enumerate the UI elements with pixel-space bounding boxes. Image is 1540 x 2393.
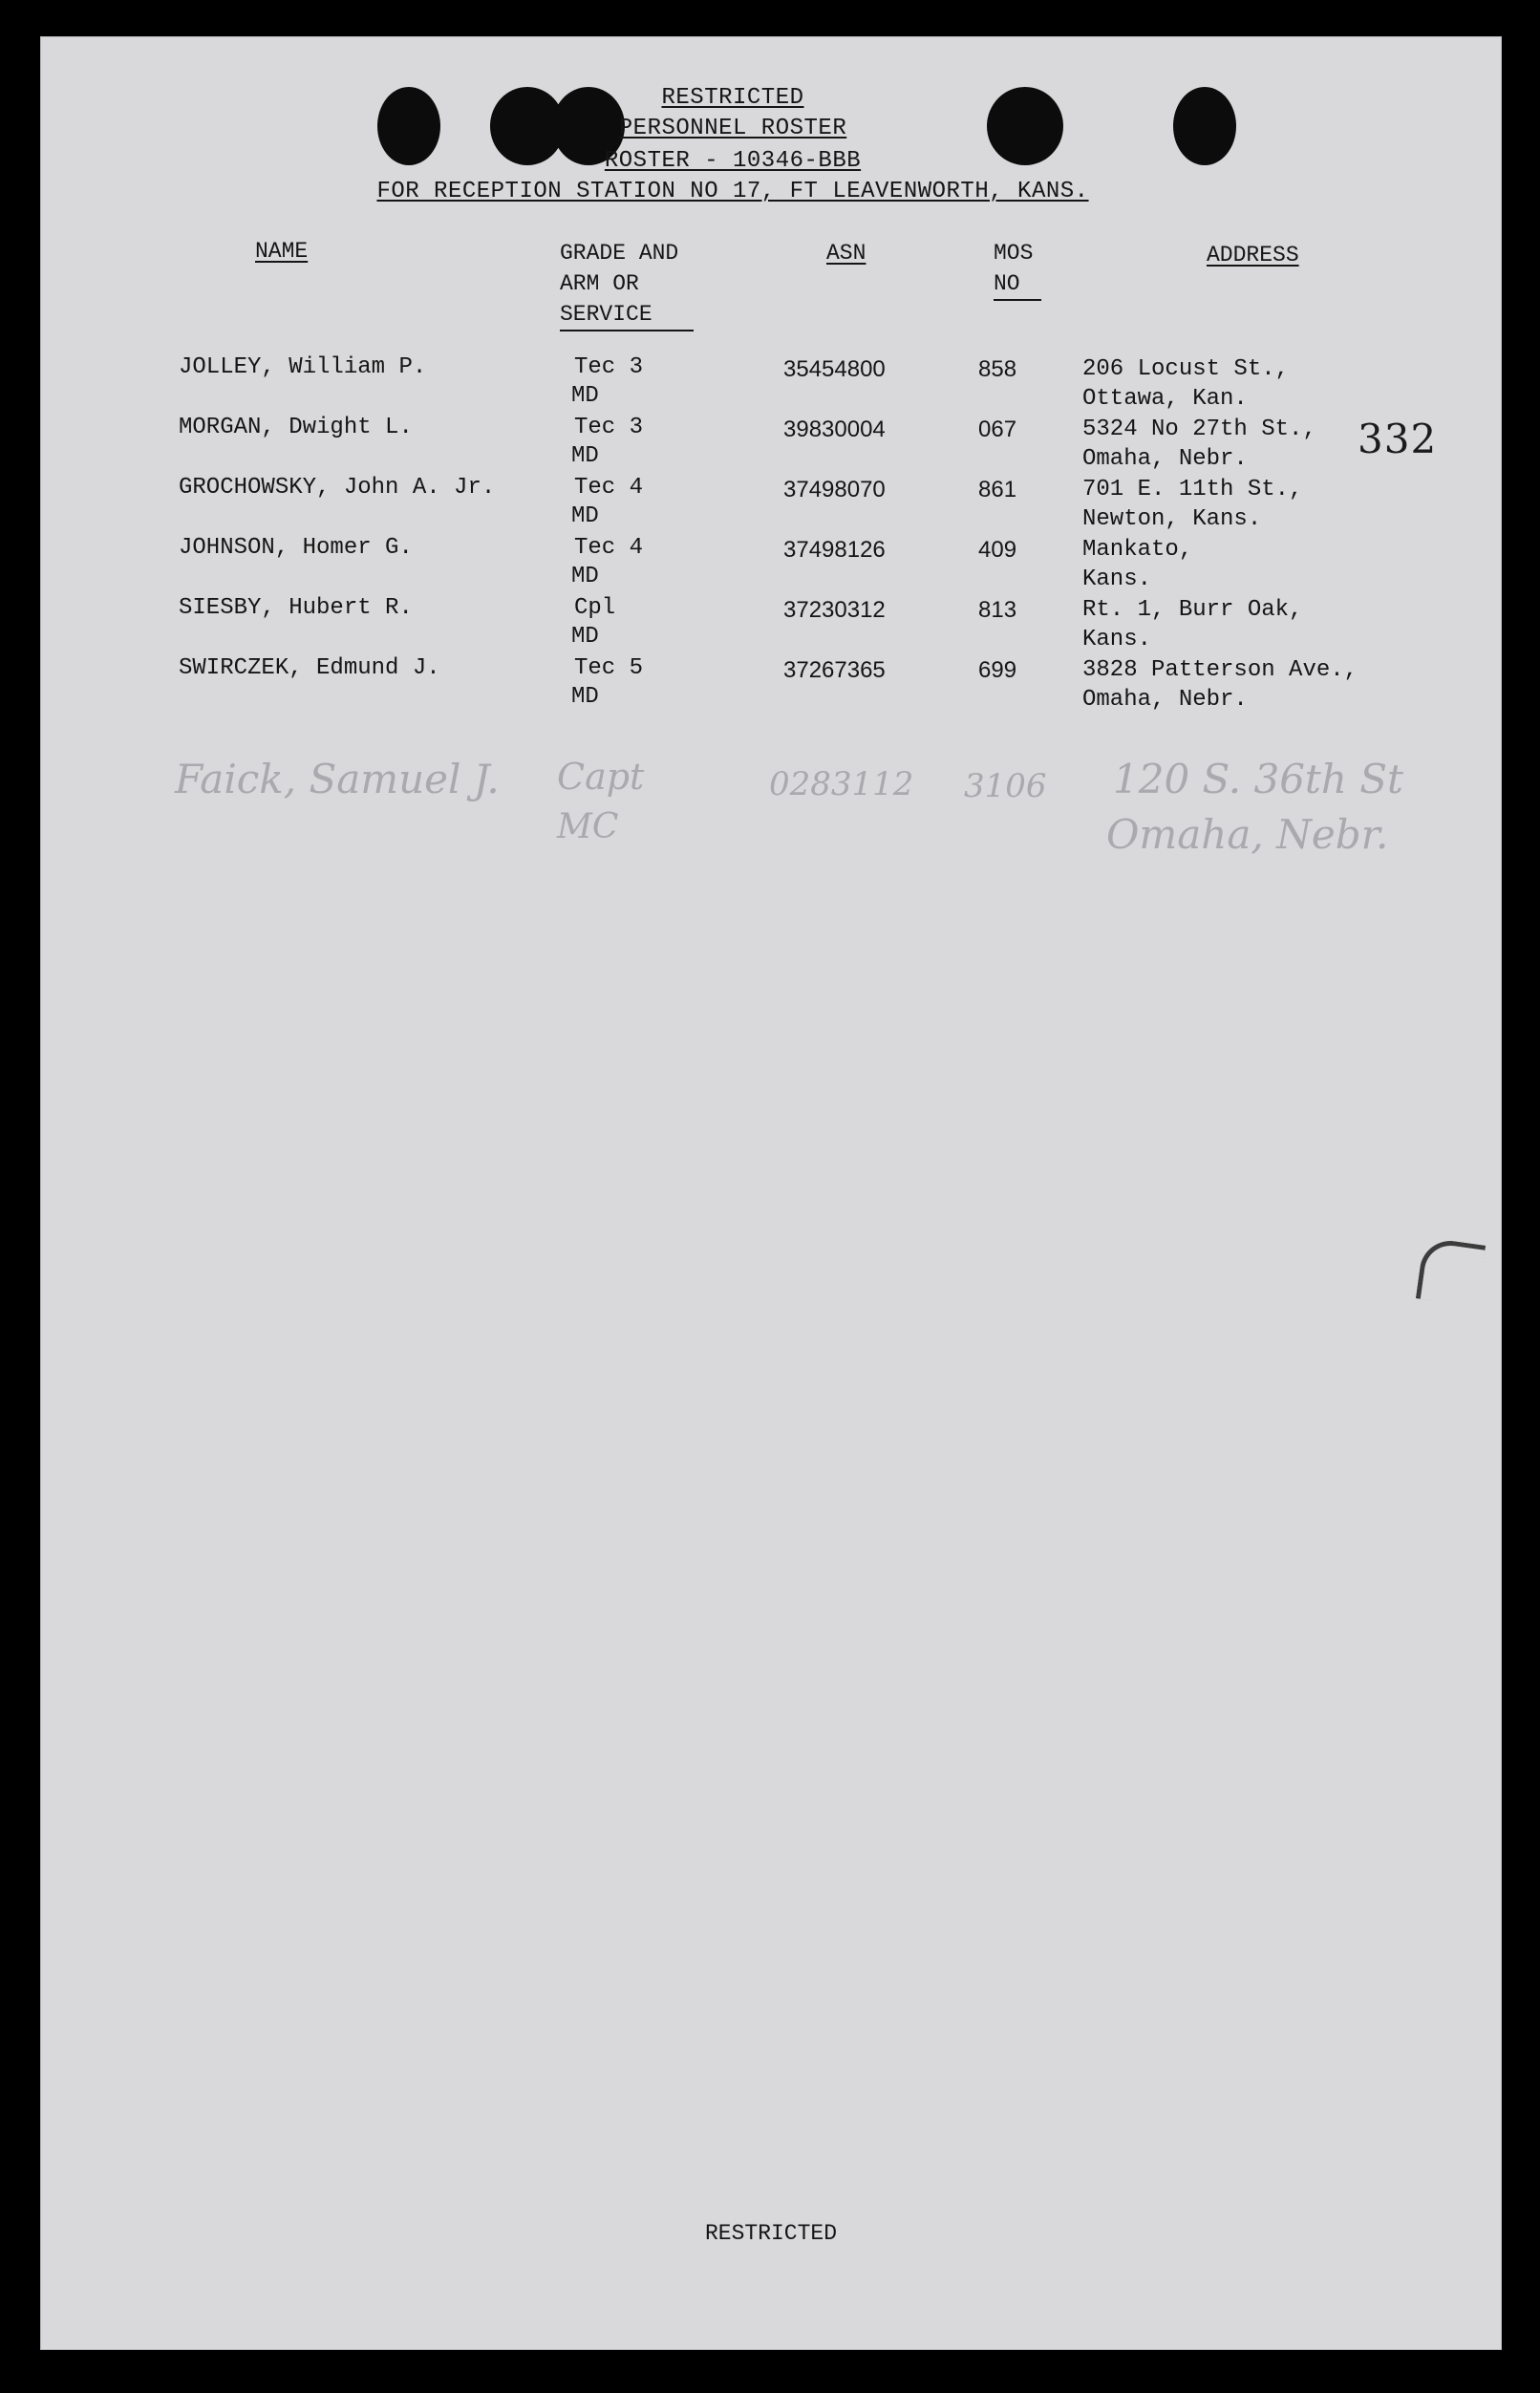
cell-asn: 37498126 [783, 537, 886, 563]
cell-asn: 39830004 [783, 417, 886, 442]
document-title: PERSONNEL ROSTER [618, 116, 847, 141]
cell-address2: Newton, Kans. [1082, 506, 1262, 532]
cell-mos: 067 [978, 417, 1017, 442]
grade-header-line: ARM OR [560, 271, 639, 296]
cell-name: SIESBY, Hubert R. [179, 595, 413, 621]
stray-mark [1416, 1237, 1486, 1307]
mos-header-line: NO [994, 268, 1041, 301]
handwritten-asn: 0283112 [769, 765, 914, 803]
station-line: FOR RECEPTION STATION NO 17, FT LEAVENWORTH, KANS. [376, 179, 1089, 204]
cell-address2: Omaha, Nebr. [1082, 446, 1248, 472]
cell-mos: 699 [978, 657, 1017, 683]
cell-address2: Kans. [1082, 566, 1152, 592]
cell-grade: Tec 4 [574, 535, 644, 561]
cell-grade: Tec 4 [574, 475, 644, 501]
cell-asn: 37267365 [783, 657, 886, 683]
handwritten-address-1: 120 S. 36th St [1113, 756, 1403, 802]
cell-mos: 813 [978, 597, 1017, 623]
cell-mos: 409 [978, 537, 1017, 563]
cell-address1: Mankato, [1082, 537, 1193, 563]
cell-asn: 37498070 [783, 477, 886, 502]
col-header-asn: ASN [826, 241, 866, 266]
handwritten-mos: 3106 [964, 767, 1047, 805]
handwritten-name: Faick, Samuel J. [175, 756, 500, 802]
cell-name: JOHNSON, Homer G. [179, 535, 413, 561]
page-number: 332 [1358, 416, 1438, 462]
cell-address2: Omaha, Nebr. [1082, 687, 1248, 713]
handwritten-address-2: Omaha, Nebr. [1106, 811, 1389, 858]
cell-asn: 35454800 [783, 356, 886, 382]
cell-grade: Tec 3 [574, 415, 644, 440]
cell-address1: 701 E. 11th St., [1082, 477, 1303, 502]
cell-service: MD [571, 624, 599, 650]
cell-name: JOLLEY, William P. [179, 354, 427, 380]
cell-grade: Cpl [574, 595, 616, 621]
handwritten-service: MC [557, 807, 619, 846]
cell-address1: 5324 No 27th St., [1082, 417, 1316, 442]
roster-page [40, 36, 1502, 2350]
cell-grade: Tec 5 [574, 655, 644, 681]
cell-service: MD [571, 564, 599, 589]
roster-number: ROSTER - 10346-BBB [604, 148, 862, 174]
col-header-address: ADDRESS [1207, 243, 1299, 267]
col-header-grade [560, 238, 694, 331]
cell-asn: 37230312 [783, 597, 886, 623]
cell-grade: Tec 3 [574, 354, 644, 380]
cell-name: SWIRCZEK, Edmund J. [179, 655, 440, 681]
cell-address1: 3828 Patterson Ave., [1082, 657, 1358, 683]
handwritten-grade: Capt [557, 756, 645, 798]
cell-name: GROCHOWSKY, John A. Jr. [179, 475, 496, 501]
grade-header-line: GRADE AND [560, 241, 679, 266]
cell-mos: 861 [978, 477, 1017, 502]
col-header-name: NAME [255, 239, 309, 264]
cell-service: MD [571, 383, 599, 409]
col-header-mos [994, 238, 1041, 301]
classification-top: RESTRICTED [661, 85, 804, 111]
cell-address1: Rt. 1, Burr Oak, [1082, 597, 1303, 623]
mos-header-line: MOS [994, 241, 1034, 266]
cell-address1: 206 Locust St., [1082, 356, 1290, 382]
cell-service: MD [571, 503, 599, 529]
cell-service: MD [571, 443, 599, 469]
classification-bottom: RESTRICTED [704, 2221, 838, 2246]
cell-service: MD [571, 684, 599, 710]
grade-header-line: SERVICE [560, 299, 694, 331]
cell-address2: Ottawa, Kan. [1082, 386, 1248, 412]
cell-address2: Kans. [1082, 627, 1152, 652]
cell-mos: 858 [978, 356, 1017, 382]
cell-name: MORGAN, Dwight L. [179, 415, 413, 440]
